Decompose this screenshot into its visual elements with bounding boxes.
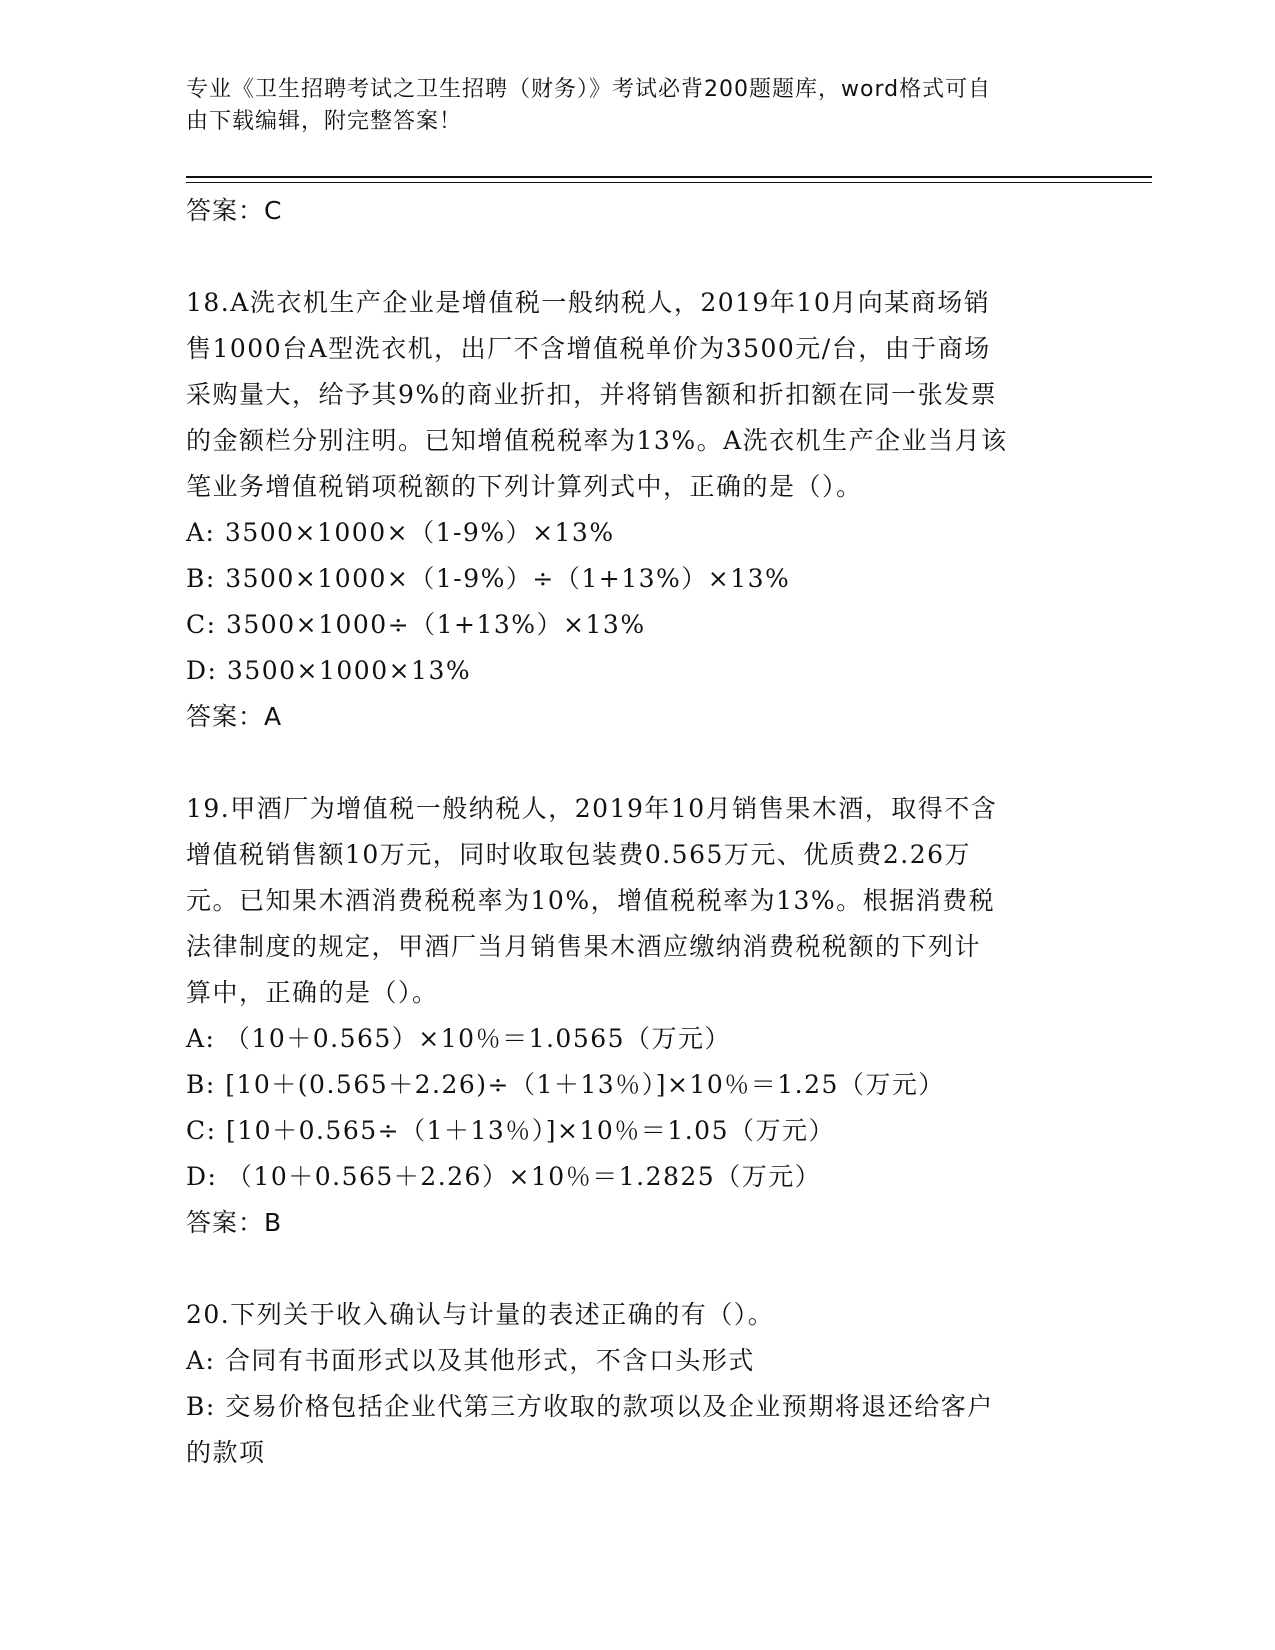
header-line-1: 专业《卫生招聘考试之卫生招聘（财务）》考试必背200题题库，word格式可自 xyxy=(186,77,992,102)
question-18-answer: 答案：A xyxy=(186,702,283,731)
spacer xyxy=(186,1246,1086,1292)
question-18 xyxy=(186,280,1086,740)
question-18-line: 采购量大，给予其9%的商业折扣，并将销售额和折扣额在同一张发票 xyxy=(186,380,998,409)
header-rule-thin xyxy=(186,182,1152,183)
question-20-option-a: A: 合同有书面形式以及其他形式，不含口头形式 xyxy=(186,1346,755,1375)
document-content xyxy=(186,188,1086,1476)
question-20-text xyxy=(186,1292,1086,1338)
question-19-line: 算中，正确的是（）。 xyxy=(186,978,439,1007)
question-19-option-b: B: [10＋(0.565＋2.26)÷（1＋13％）]×10％＝1.25（万元） xyxy=(186,1070,945,1099)
question-18-line: 笔业务增值税销项税额的下列计算列式中，正确的是（）。 xyxy=(186,472,863,501)
answer-previous: 答案：C xyxy=(186,196,283,225)
question-20 xyxy=(186,1292,1086,1476)
spacer xyxy=(186,740,1086,786)
question-18-option-c: C: 3500×1000÷（1+13%）×13% xyxy=(186,610,646,639)
question-20-option-b-continued: 的款项 xyxy=(186,1438,266,1467)
question-19 xyxy=(186,786,1086,1246)
question-19-option-a: A: （10＋0.565）×10％＝1.0565（万元） xyxy=(186,1024,732,1053)
question-20-option-b: B: 交易价格包括企业代第三方收取的款项以及企业预期将退还给客户 xyxy=(186,1392,994,1421)
header-rule-thick xyxy=(186,176,1152,178)
question-19-line: 元。已知果木酒消费税税率为10%，增值税税率为13%。根据消费税 xyxy=(186,886,996,915)
page-header xyxy=(186,74,1066,138)
question-19-option-c: C: [10＋0.565÷（1＋13％）]×10％＝1.05（万元） xyxy=(186,1116,835,1145)
question-19-line: 增值税销售额10万元，同时收取包装费0.565万元、优质费2.26万 xyxy=(186,840,972,869)
question-18-option-b: B: 3500×1000×（1-9%）÷（1+13%）×13% xyxy=(186,564,791,593)
question-18-line: 的金额栏分别注明。已知增值税税率为13%。A洗衣机生产企业当月该 xyxy=(186,426,1008,455)
question-19-line: 法律制度的规定，甲酒厂当月销售果木酒应缴纳消费税税额的下列计 xyxy=(186,932,982,961)
question-18-text xyxy=(186,280,1086,510)
question-19-option-d: D: （10＋0.565＋2.26）×10％＝1.2825（万元） xyxy=(186,1162,822,1191)
question-18-line: 18.A洗衣机生产企业是增值税一般纳税人，2019年10月向某商场销 xyxy=(186,288,991,317)
question-20-line: 20.下列关于收入确认与计量的表述正确的有（）。 xyxy=(186,1300,775,1329)
question-19-answer: 答案：B xyxy=(186,1208,283,1237)
question-19-line: 19.甲酒厂为增值税一般纳税人，2019年10月销售果木酒，取得不含 xyxy=(186,794,998,823)
question-18-option-a: A: 3500×1000×（1-9%）×13% xyxy=(186,518,615,547)
header-line-2: 由下载编辑，附完整答案！ xyxy=(186,109,463,134)
question-18-line: 售1000台A型洗衣机，出厂不含增值税单价为3500元/台，由于商场 xyxy=(186,334,991,363)
spacer xyxy=(186,234,1086,280)
question-19-text xyxy=(186,786,1086,1016)
question-18-option-d: D: 3500×1000×13% xyxy=(186,656,472,685)
